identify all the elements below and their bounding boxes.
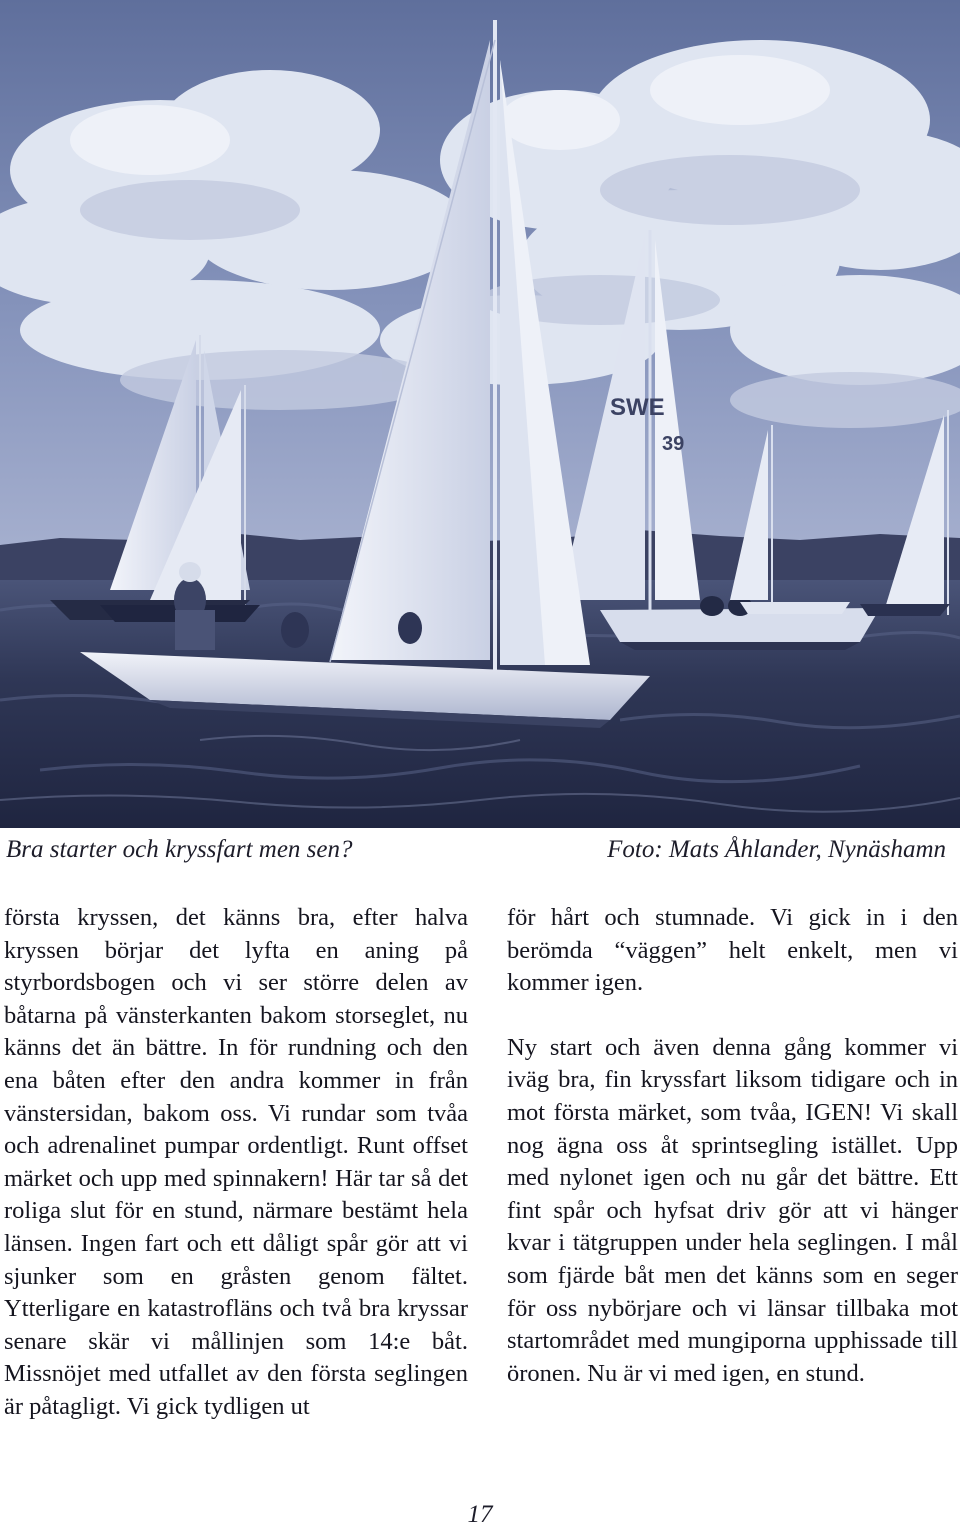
- photo-credit: Foto: Mats Åhlander, Nynäshamn: [607, 836, 946, 863]
- page-number: 17: [467, 1501, 493, 1528]
- article-column-left: [4, 902, 468, 1424]
- article-column-right: [507, 902, 958, 1390]
- photo-caption: Bra starter och kryssfart men sen?: [6, 836, 353, 863]
- sail-number: 39: [662, 433, 685, 455]
- sail-nation-mark: SWE: [610, 394, 665, 421]
- paragraph: för hårt och stumnade. Vi gick in i den berömda “väggen” helt enkelt, men vi kommer igen.: [507, 904, 958, 997]
- paragraph: första kryssen, det känns bra, efter halva kryssen börjar det lyfta en aning på styrbordsbogen och vi ser större delen av båtarna på vänsterkanten bakom storseglet, nu känns det än bättre. In för rundning och den ena båten efter den andra kommer in från vänstersidan, bakom oss. Vi rundar som tvåa och adrenalinet pumpar ordentligt. Runt offset märket och upp med spinnakern! Här tar så det roliga slut för en stund, närmare bestämt hela länsen. Ingen fart och ett dåligt spår gör att vi sjunker som en gråsten genom fältet. Ytterligare en katastrofläns och två bra kryssar senare skär vi mållinjen som 14:e båt. Missnöjet med utfallet av den första seglingen är påtagligt. Vi gick tydligen ut: [4, 904, 468, 1420]
- paragraph: Ny start och även denna gång kommer vi iväg bra, fin kryssfart liksom tidigare och in mot första märket, som tvåa, IGEN! Vi skall nog ägna oss åt sprintsegling istället. Upp med nylonet igen och nu går det bättre. Ett fint spår och hyfsat driv gör att vi hänger kvar i tätgruppen under hela seglingen. I mål som fjärde båt men det känns som en seger för oss nybörjare och vi länsar tillbaka mot startområdet med mungiporna upphissade till öronen. Nu är vi med igen, en stund.: [507, 1033, 958, 1387]
